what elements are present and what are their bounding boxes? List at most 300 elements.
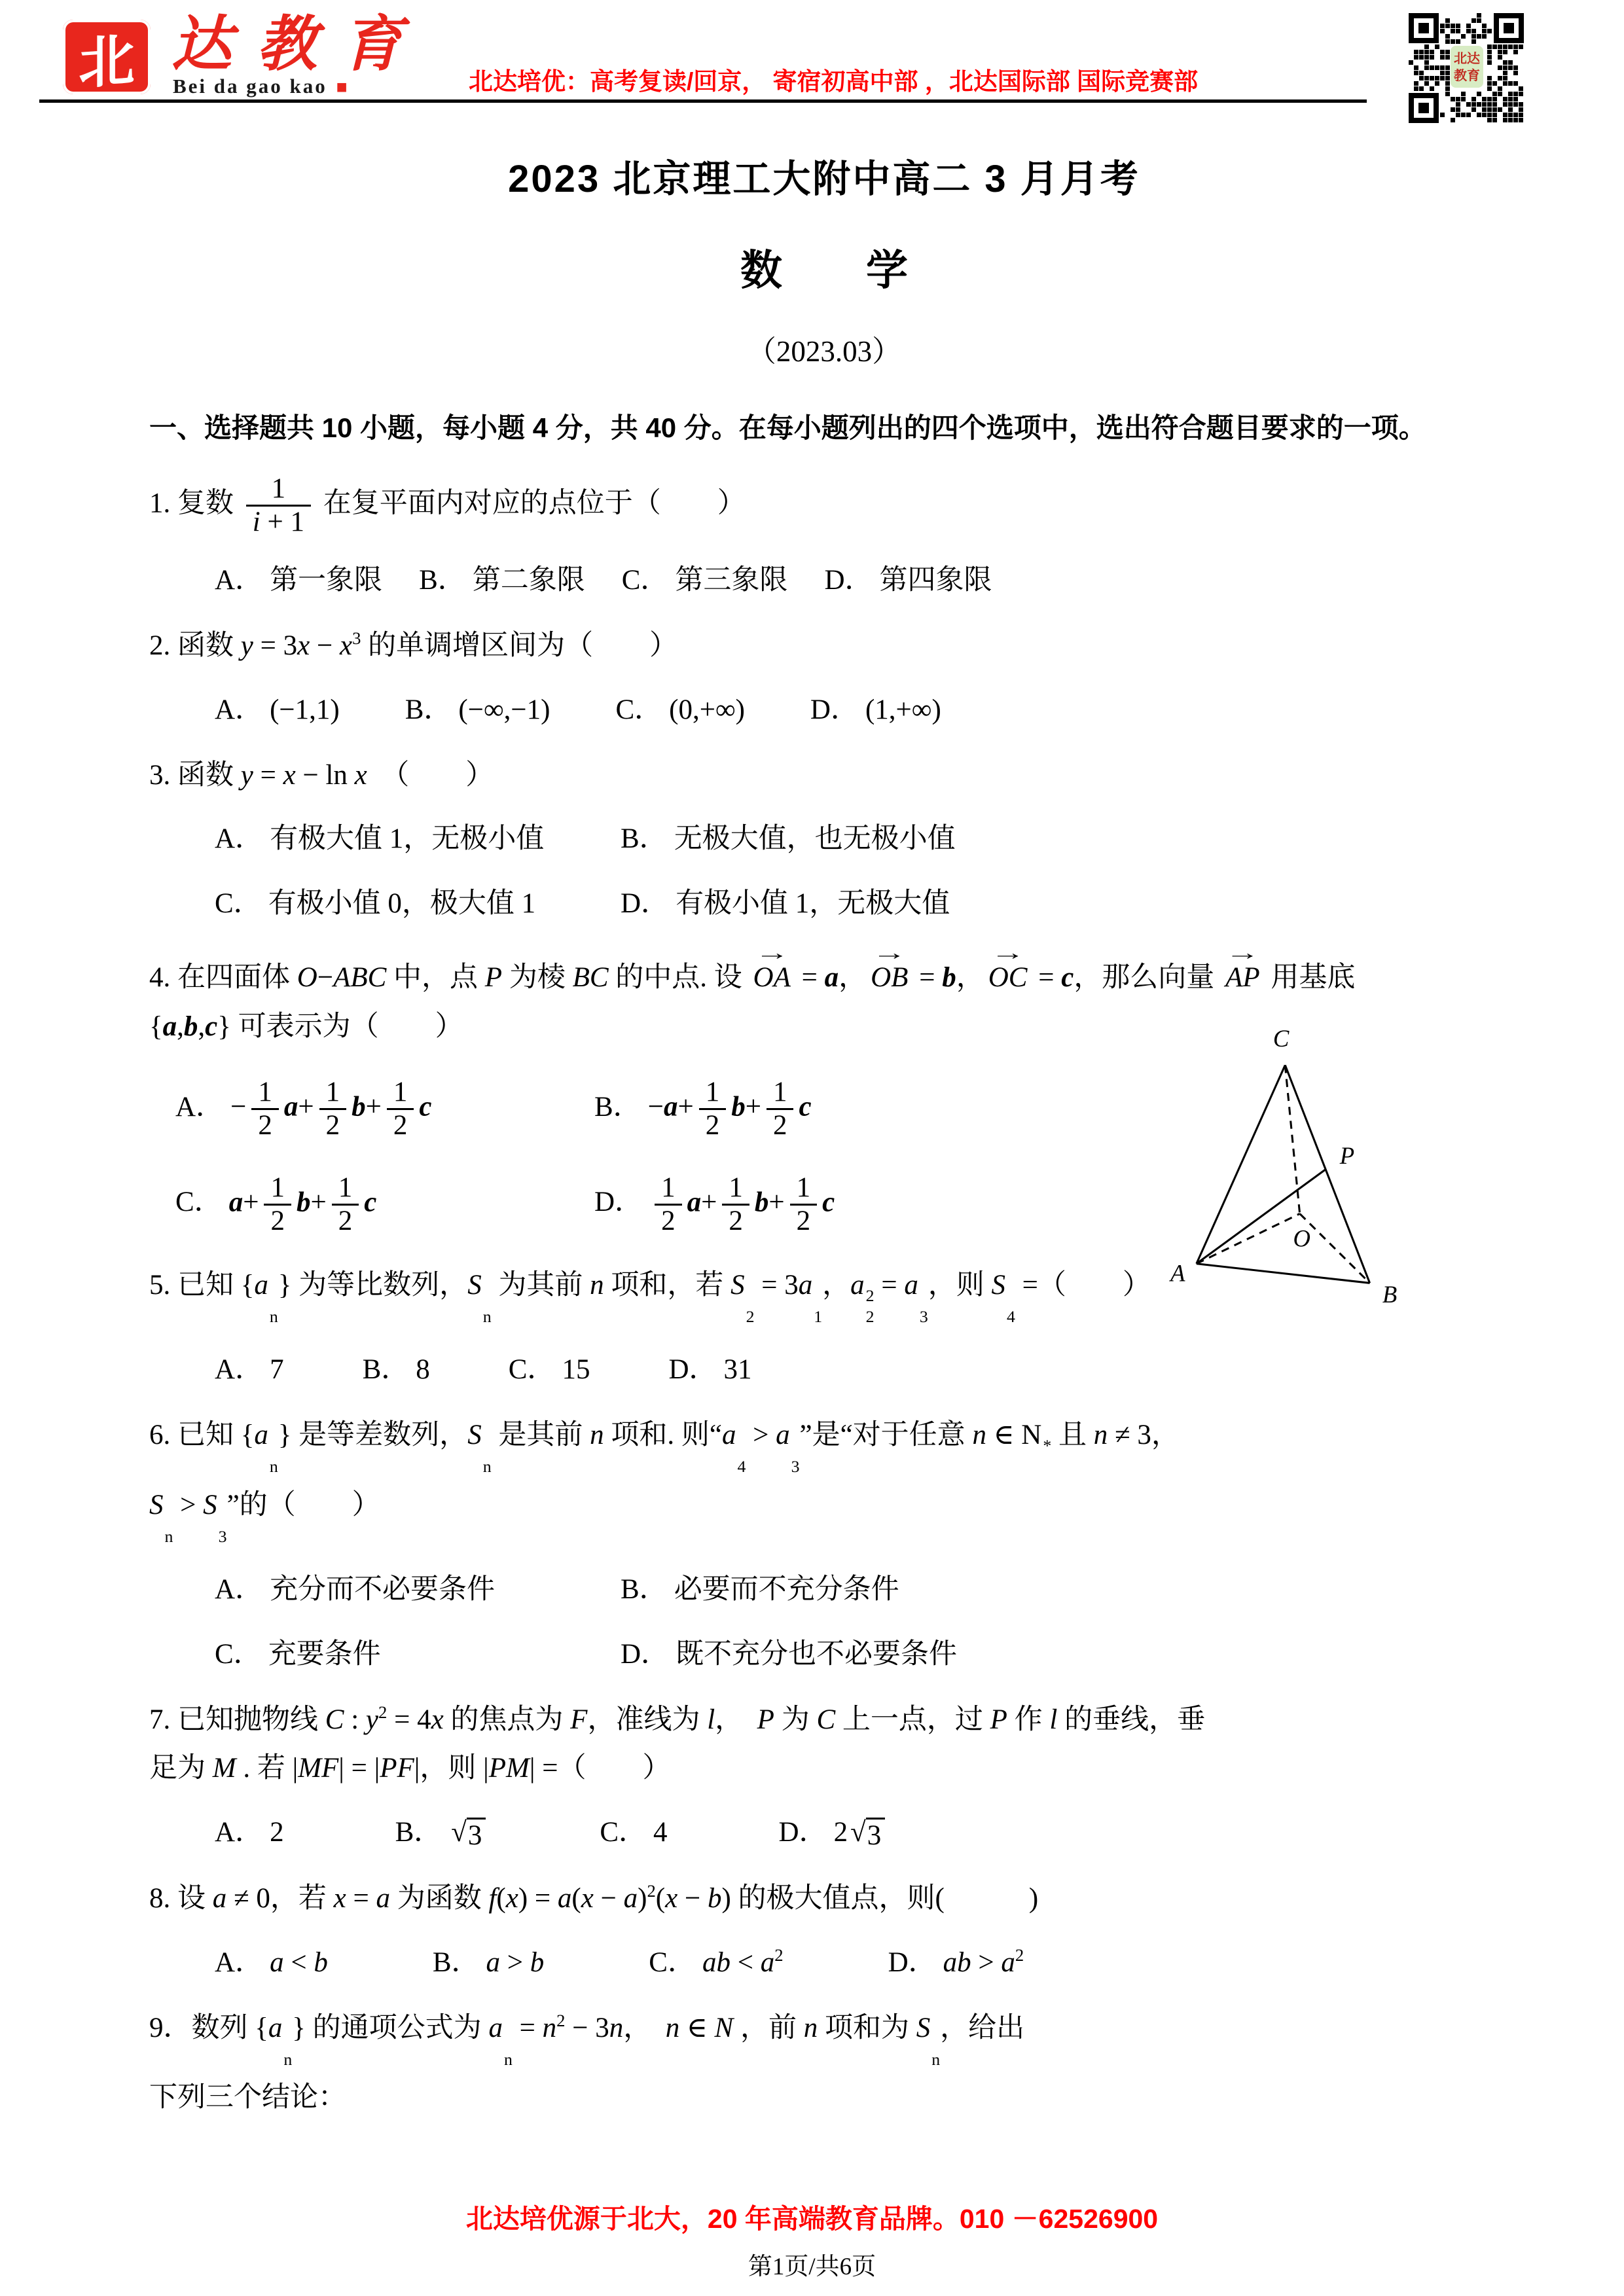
vertex-label-B: B [1382,1281,1398,1308]
option-letter: A． [215,1573,264,1605]
fraction-numerator [790,1172,818,1206]
text-run: |，则 | [414,1753,489,1784]
math-var: n [590,1420,604,1451]
fraction [319,1077,347,1141]
text-run: + [243,1187,259,1218]
text-run: + [677,1091,694,1122]
option-letter: B． [621,1573,668,1605]
fraction [264,1172,291,1237]
logo-latin-text [173,75,350,98]
sub-script: 1 [814,1307,823,1327]
text-run: 第四象限 [879,565,992,596]
option-A [215,1347,284,1387]
question-6 [149,1414,1499,1672]
text-run: ，那么向量 [1074,962,1222,994]
option-B [419,558,585,598]
sup-script [737,1435,746,1456]
math-var: n [665,2012,680,2043]
math-var: P [990,1704,1007,1735]
base-symbol: a [904,1269,918,1300]
math-var: F [570,1704,588,1735]
sup-script [483,1285,492,1306]
text-run: < [730,1946,761,1978]
text-run: = 4 [387,1704,431,1735]
option-letter: B． [621,823,668,855]
text-run: = [1031,962,1062,994]
text-run: 2 [833,1816,848,1848]
text-run: ( [496,1883,506,1914]
text-run: − [593,1883,624,1914]
base-symbol: S [731,1269,745,1300]
question-3 [149,755,1499,922]
option-letter: D． [824,565,873,596]
text-run: 项和，若 [604,1269,731,1300]
radicand: 3 [866,1818,886,1850]
math-vector-symbol: c [822,1187,835,1218]
base-symbol: a [268,2012,283,2043]
math-vector-symbol: a [283,1091,298,1122]
question-5-stem-line-1 [149,1265,1499,1327]
text-run: ”的（ ） [226,1489,380,1520]
option-letter: A． [215,1817,264,1848]
text-run: } 是等差数列， [278,1420,468,1451]
text-run: 1 [796,1172,811,1203]
option-letter: A． [175,1091,225,1122]
text-run: − [647,1091,664,1122]
math-var: l [1049,1704,1058,1735]
qr-code [1407,12,1525,124]
text-run: + [745,1091,761,1122]
math-var: n [803,2012,818,2043]
math-vector-symbol: a [687,1187,702,1218]
script-stack [283,2028,292,2070]
base-symbol: S [203,1489,217,1520]
section-one-heading: 一、选择题共 10 小题，每小题 4 分，共 40 分。在每小题列出的四个选项中，选出符合题目要求的一项。 [149,412,1426,443]
text-run: ) [638,1883,647,1914]
logo-square-mark: ■ [336,77,350,98]
math-var: x [333,1883,346,1914]
text-run: 的中点. 设 [608,962,749,994]
arrow-icon: → [990,941,1025,965]
text-run: (−1,1) [270,694,340,725]
text-run: 下列三个结论： [149,2081,346,2113]
text-run: ) 的极大值点，则( ) [721,1883,1039,1914]
fraction-denominator [246,507,311,538]
text-run: ≠ 0，若 [226,1883,334,1914]
sub-sup-group [254,1420,278,1477]
text-run: ，给出 [940,2012,1025,2043]
logo-seal [63,20,151,94]
option-D [668,1347,751,1387]
text-run: 5. 已知 { [149,1269,255,1300]
script-stack [814,1285,822,1328]
radicand: 3 [467,1818,486,1850]
option-A [175,1077,594,1141]
fraction-denominator [332,1206,359,1237]
math-var: BC [572,962,609,994]
option-letter: B． [395,1816,442,1848]
math-var: a [760,1946,775,1978]
base-symbol: S [149,1489,164,1520]
option-letter: B． [594,1091,641,1122]
option-letter: B． [362,1354,410,1386]
option-C [649,1940,783,1980]
text-run: < [283,1946,314,1978]
question-8-options [149,1940,1499,1980]
base-symbol: a [721,1420,736,1451]
text-run: ， [715,1704,757,1735]
option-letter: C． [615,694,663,725]
math-vector-symbol: a [228,1187,244,1218]
sup-script [920,1285,928,1306]
math-var: C [816,1704,836,1735]
vertex-label-P: P [1339,1142,1355,1170]
sup-script [270,1435,278,1456]
fraction [251,1077,279,1141]
math-var: x [283,759,296,791]
text-run: ( [571,1883,581,1914]
text-run: 9．数列 { [149,2012,268,2043]
sub-script: n [283,2049,293,2069]
math-var: b [707,1883,722,1914]
fraction-denominator [264,1206,291,1237]
text-run: ， [822,1269,851,1300]
text-run: 在复平面内对应的点位于（ ） [316,488,746,519]
sub-sup-group [149,1489,173,1546]
question-6-stem-line-2 [149,1484,1499,1547]
text-run: 6. 已知 { [149,1420,255,1451]
math-vector-symbol: b [754,1187,769,1218]
text-run: = [253,759,283,791]
hidden-edge-AO [1197,1214,1300,1264]
script-stack [483,1435,492,1478]
math-var: y [240,630,253,662]
text-run: ∈ [986,1420,1022,1451]
fraction-numerator [332,1172,359,1206]
text-run: = [874,1269,905,1300]
option-letter: C． [621,565,669,596]
option-B [395,1810,489,1850]
option-letter: C． [649,1946,696,1978]
superscript: 2 [556,2010,566,2030]
text-run: 1 [772,1077,787,1108]
sup-script [270,1285,278,1306]
text-run: 作 [1007,1704,1050,1735]
text-run: 是其前 [491,1420,590,1451]
question-7-stem-line-1 [149,1699,1499,1742]
sup-script [165,1505,173,1526]
base-symbol: a [776,1420,790,1451]
text-run: 为函数 [389,1883,489,1914]
exam-date: （2023.03） [746,335,902,368]
text-run: 1 [393,1077,408,1108]
option-letter: C． [215,888,262,920]
math-var: a [270,1946,284,1978]
text-run: 为其前 [491,1269,590,1300]
text-run: 1 [258,1077,272,1108]
fraction-numerator [722,1172,749,1206]
question-2 [149,625,1499,727]
vector-arrow [753,941,791,999]
sup-script [931,2028,940,2049]
math-var: MF [298,1753,339,1784]
fraction-numerator [264,1172,291,1206]
script-stack [791,1435,800,1478]
option-letter: A． [215,823,264,855]
sup-script [746,1285,755,1306]
math-var: ab [943,1946,971,1978]
text-run: 2 [270,1205,285,1236]
text-run: | =（ ） [529,1753,671,1784]
math-var: l [707,1704,715,1735]
option-letter: A． [215,694,264,725]
math-var: b [530,1946,545,1978]
math-var: x [339,630,353,662]
sup-script [283,2028,292,2049]
text-run: = [912,962,943,994]
option-letter: B． [419,565,466,596]
text-run: 的焦点为 [443,1704,571,1735]
fraction-denominator [251,1110,279,1141]
fraction-numerator [319,1077,347,1110]
text-run: 有极小值 0，极大值 1 [268,888,536,920]
option-D [779,1810,888,1850]
fraction [387,1077,414,1141]
math-var: ab [702,1946,731,1978]
option-letter: C． [508,1354,556,1386]
math-vector-symbol: c [799,1091,812,1122]
option-B [433,1940,544,1980]
math-var: n [609,2012,624,2043]
text-run: 2 [772,1110,787,1141]
math-var: n [542,2012,557,2043]
vector-base: OB [871,962,909,994]
math-var: N [714,2012,734,2043]
sub-sup-group [798,1269,823,1327]
text-run: 3. 函数 [149,759,241,791]
text-run: , [177,1011,184,1042]
option-letter: C． [175,1187,223,1218]
text-run: 7 [270,1354,284,1386]
vector-base: OA [753,962,791,994]
question-5 [149,1265,1499,1387]
radical-sign: √ [850,1816,866,1848]
fraction [790,1172,818,1237]
text-run: 无极大值，也无极小值 [674,823,956,855]
math-vector-symbol: c [364,1187,377,1218]
text-run: 必要而不充分条件 [674,1573,899,1605]
option-A [215,558,382,598]
text-run: = [794,962,825,994]
sub-sup-group [268,2012,293,2069]
edge-AC [1197,1066,1285,1264]
math-var: P [484,962,503,994]
sup-script [219,1505,227,1526]
sub-script: 3 [218,1526,227,1546]
text-run: 2 [393,1110,408,1141]
math-var: i [252,507,261,538]
text-run: 项和为 [818,2012,916,2043]
text-run: − [317,962,334,994]
math-var: a [212,1883,227,1914]
text-run: ，前 [733,2012,804,2043]
fraction-denominator [722,1206,749,1237]
math-var: x [665,1883,678,1914]
question-6-options [149,1567,1499,1672]
script-stack [737,1435,746,1478]
text-run: 充要条件 [268,1638,381,1670]
option-letter: D． [668,1354,717,1386]
option-letter: D． [621,888,670,920]
question-6-stem-line-1 [149,1414,1499,1477]
text-run: : [344,1704,366,1735]
text-run: } 为等比数列， [278,1269,468,1300]
option-A [215,816,621,856]
sub-sup-group [904,1269,928,1327]
base-symbol: a [798,1269,813,1300]
option-C [509,1347,590,1387]
option-letter: D． [621,1638,670,1670]
math-var: n [1093,1420,1108,1451]
math-vector-symbol: c [419,1091,432,1122]
fraction [246,473,311,538]
sub-sup-group [467,1420,492,1477]
text-run: . 若 | [236,1753,298,1784]
text-run: + [298,1091,314,1122]
math-var: x [431,1704,444,1735]
sub-script: 4 [1007,1307,1015,1327]
math-var: x [581,1883,594,1914]
sub-script: n [269,1307,278,1327]
math-var: x [297,630,310,662]
text-run: = 3 [754,1269,799,1300]
text-run: （ ） [367,759,494,791]
option-letter: D． [778,1816,827,1848]
text-run: ，准线为 [587,1704,708,1735]
text-run: 4. 在四面体 [149,962,297,994]
fraction [722,1172,749,1237]
text-run: 2 [661,1205,676,1236]
fraction [655,1172,682,1237]
text-run: 有极小值 1，无极大值 [676,888,950,920]
base-symbol: a [488,2012,503,2043]
text-run: 2 [705,1110,720,1141]
text-run: − [230,1091,247,1122]
sub-sup-group [991,1269,1015,1327]
question-1-options [149,558,1499,598]
text-run: 1 [705,1077,720,1108]
text-run: > [746,1420,776,1451]
text-run: = [512,2012,543,2043]
math-vector-symbol: a [824,962,839,994]
sup-script [483,1435,492,1456]
vector-base: AP [1225,962,1260,994]
script-stack [931,2028,940,2070]
script-stack [219,1505,227,1547]
script-stack [866,1285,875,1328]
option-B [621,1567,1499,1607]
vector-arrow [871,941,909,999]
question-9 [149,2007,1499,2119]
sub-script: n [269,1457,278,1477]
math-var: y [240,759,253,791]
sub-sup-group [1021,1420,1052,1456]
radical-sign: √ [451,1816,467,1848]
content [149,117,1499,2119]
sub-sup-group [850,1269,875,1327]
logo-seal-character: 北 [79,28,135,96]
math-var: a [557,1883,572,1914]
text-run: (0,+∞) [669,694,745,725]
sub-script: n [482,1457,492,1477]
text-run: { [149,1011,163,1042]
text-run: , [198,1011,206,1042]
option-C [215,1632,621,1672]
text-run: 31 [723,1354,752,1386]
math-var: P [757,1704,774,1735]
base-symbol: N [1021,1420,1042,1451]
math-var: O [297,962,317,994]
text-run: 1 [271,473,286,504]
vertex-label-C: C [1272,1025,1290,1052]
option-letter: C． [600,1817,647,1848]
script-stack [270,1435,278,1478]
text-run: > [971,1946,1001,1978]
option-C [622,558,788,598]
math-var: n [972,1420,986,1451]
option-letter: B． [432,1946,480,1978]
option-letter: A． [215,1946,264,1978]
math-var: y [365,1704,378,1735]
text-run: (1,+∞) [865,694,941,725]
sub-sup-group [721,1420,746,1477]
text-run: 2 [325,1110,340,1141]
question-2-stem-line-1 [149,625,1499,668]
text-run: 1 [325,1077,340,1108]
option-letter: D． [888,1946,937,1978]
fraction-numerator [655,1172,682,1206]
fraction [332,1172,359,1237]
base-symbol: S [467,1269,482,1300]
fraction [767,1077,794,1141]
question-5-options [149,1347,1499,1387]
option-D [824,558,992,598]
page-title: 2023 北京理工大附中高二 3 月月考 [508,158,1140,200]
sub-script: 4 [737,1457,746,1477]
text-run: ∈ [679,2012,715,2043]
text-run: ) = [518,1883,558,1914]
option-B [405,687,550,727]
script-stack [483,1285,492,1328]
option-A [215,1810,284,1850]
superscript: 2 [774,1945,784,1965]
qr-label-line1: 北达 [1454,52,1480,66]
option-A [215,1567,621,1607]
math-vector-symbol: b [183,1011,198,1042]
sub-script: 2 [865,1307,875,1327]
superscript: 2 [647,1881,656,1901]
script-stack [920,1285,928,1328]
sub-sup-group [488,2012,513,2069]
option-A [215,1940,328,1980]
option-B [621,816,1499,856]
option-letter: C． [215,1638,262,1670]
text-run: ≠ 3， [1108,1420,1180,1451]
math-vector-symbol: b [731,1091,746,1122]
question-7-stem-line-2 [149,1748,1499,1790]
fraction-denominator [655,1206,682,1237]
math-vector-symbol: c [1061,962,1074,994]
